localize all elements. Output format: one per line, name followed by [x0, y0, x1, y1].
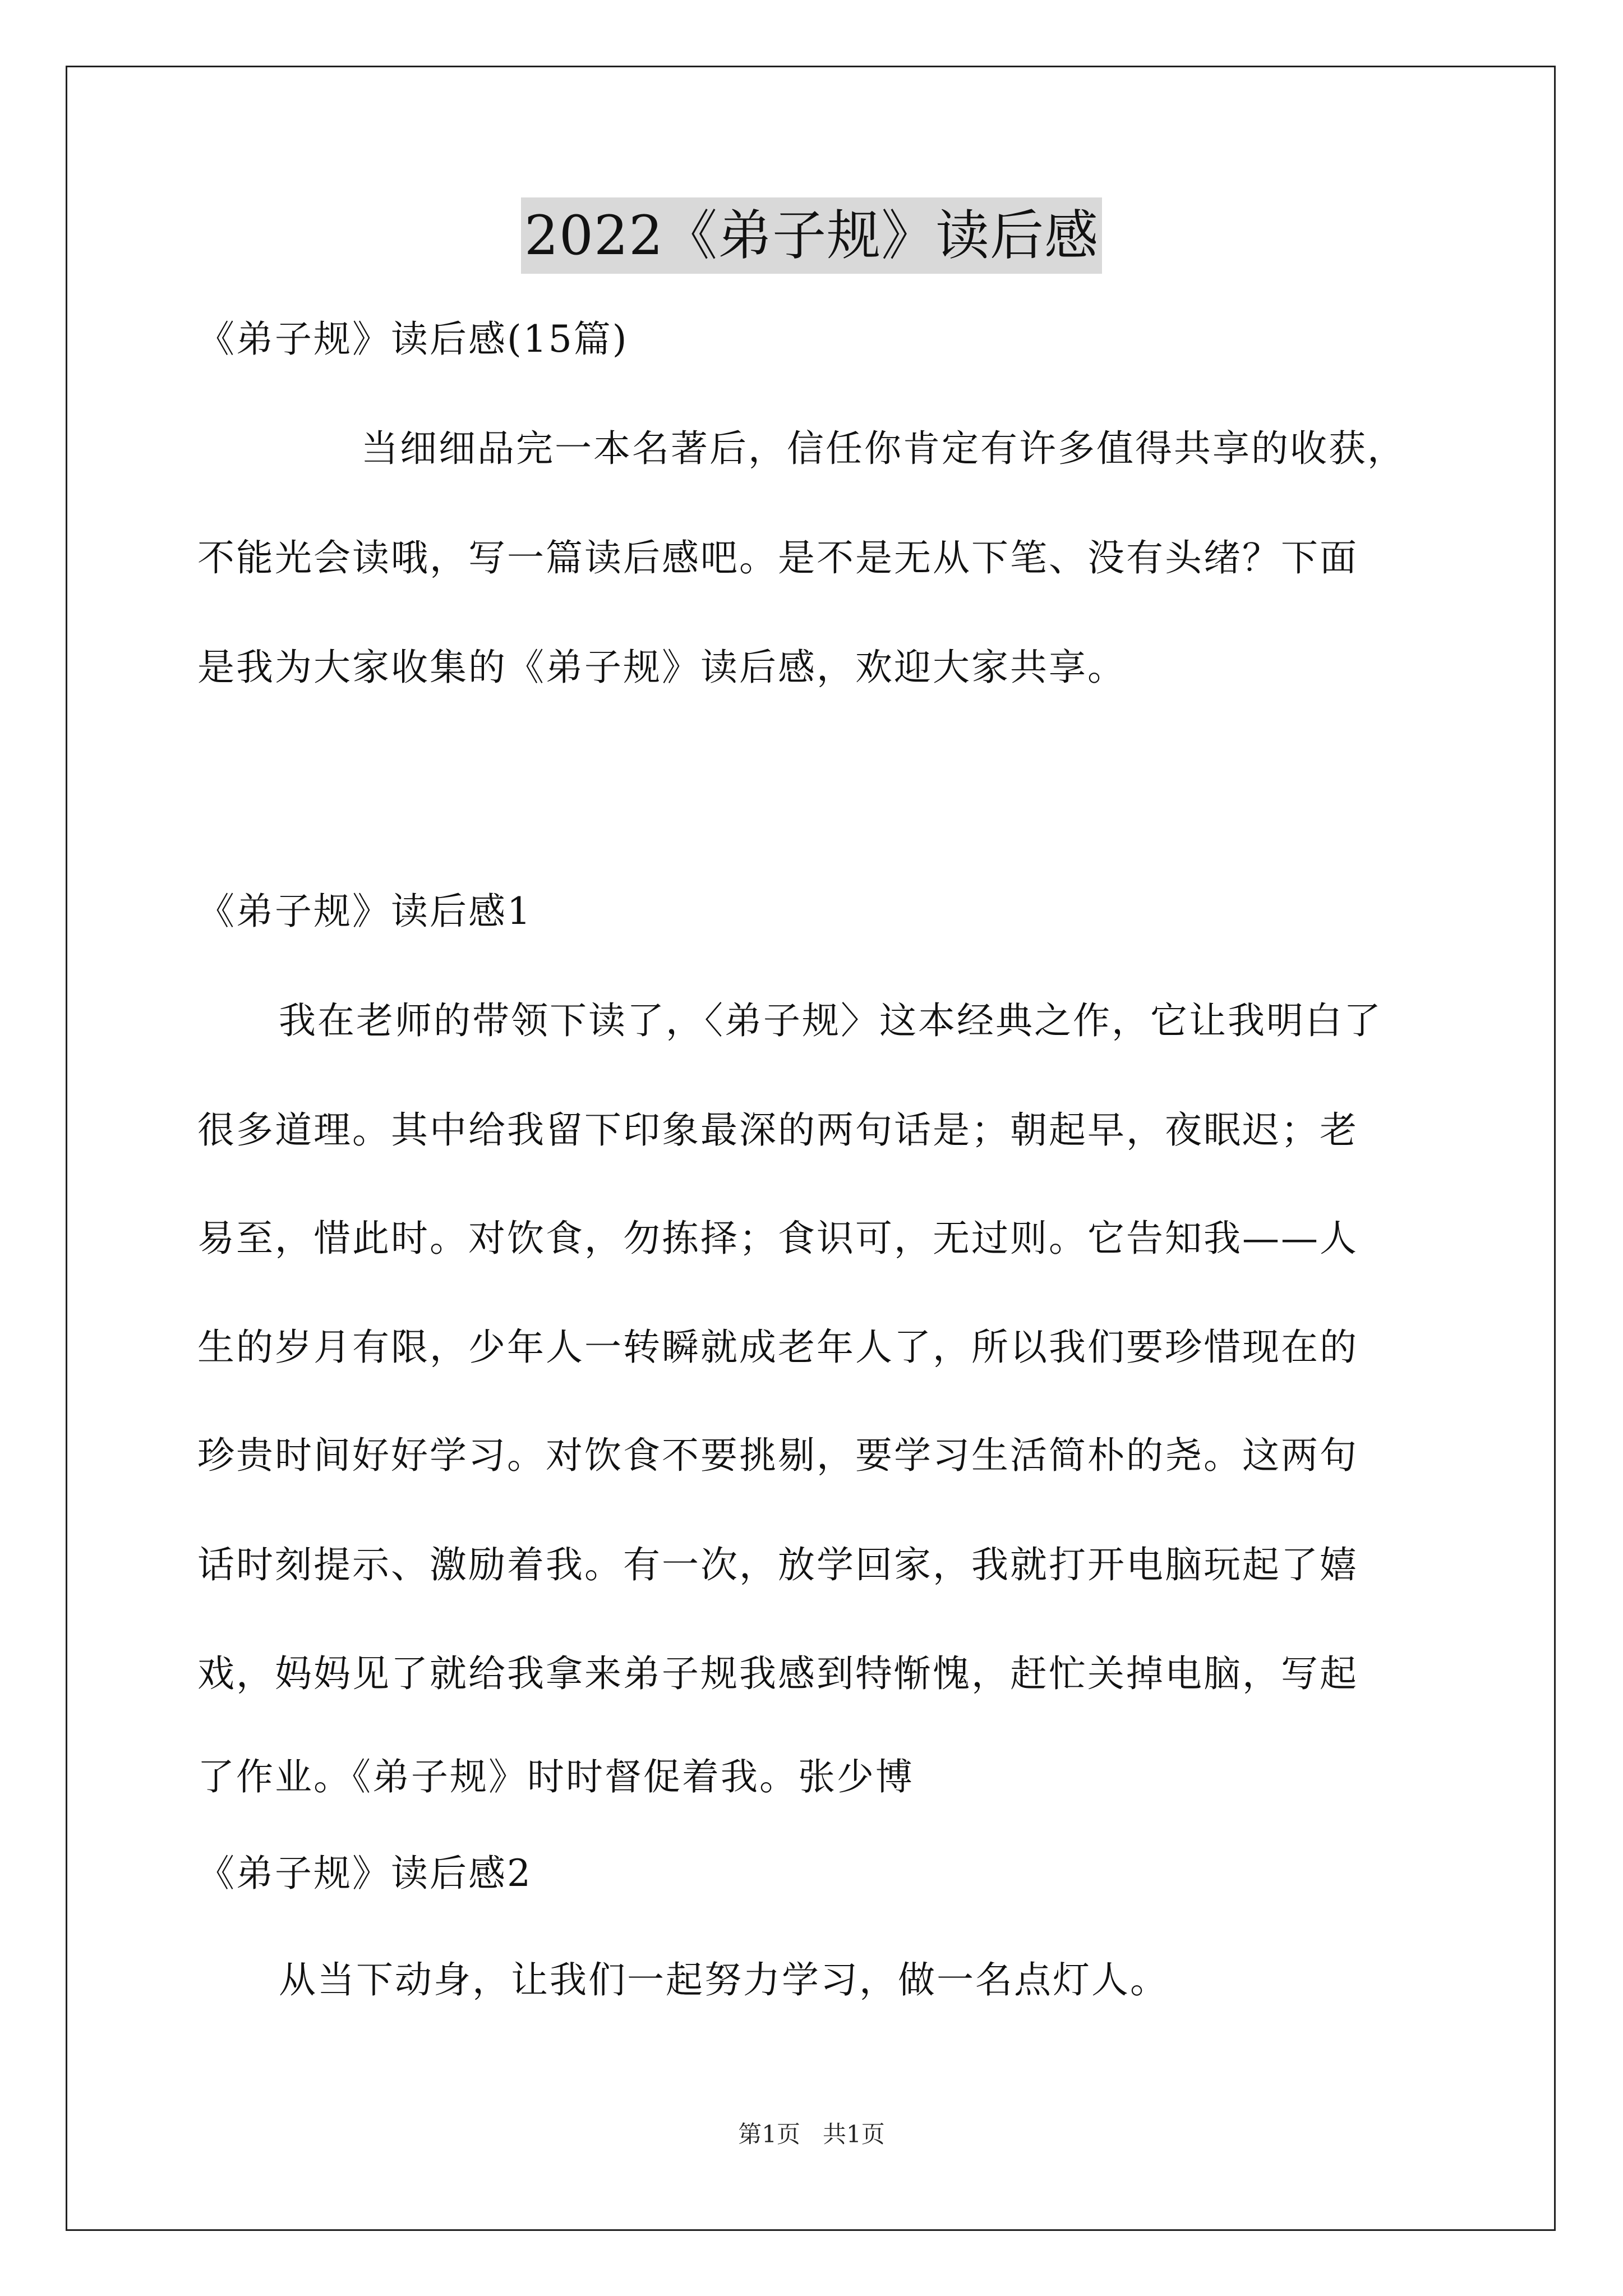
page-number: 第1页 [738, 2120, 800, 2148]
page-total: 共1页 [823, 2120, 885, 2148]
section1-line-4: 生的岁月有限，少年人一转瞬就成老年人了，所以我们要珍惜现在的 [197, 1326, 1358, 1369]
document-title: 2022《弟子规》读后感 [521, 197, 1102, 274]
intro-line-1: 当细细品完一本名著后，信任你肯定有许多值得共享的收获， [361, 427, 1406, 470]
section1-line-6: 话时刻提示、激励着我。有一次，放学回家，我就打开电脑玩起了嬉 [197, 1543, 1358, 1586]
intro-line-3: 是我为大家收集的《弟子规》读后感，欢迎大家共享。 [197, 646, 1126, 689]
section1-line-8: 了作业。《弟子规》时时督促着我。张少博 [197, 1755, 914, 1798]
section1-line-7: 戏，妈妈见了就给我拿来弟子规我感到特惭愧，赶忙关掉电脑，写起 [197, 1652, 1358, 1695]
document-subtitle: 《弟子规》读后感(15篇) [197, 318, 629, 361]
section1-line-5: 珍贵时间好好学习。对饮食不要挑剔，要学习生活简朴的尧。这两句 [197, 1434, 1358, 1477]
page-footer [0, 2118, 1623, 2151]
section-heading-1: 《弟子规》读后感1 [197, 890, 532, 933]
section1-line-2: 很多道理。其中给我留下印象最深的两句话是；朝起早，夜眠迟；老 [197, 1108, 1358, 1152]
intro-line-2: 不能光会读哦，写一篇读后感吧。是不是无从下笔、没有头绪？下面 [197, 536, 1358, 579]
section1-line-3: 易至，惜此时。对饮食，勿拣择；食识可，无过则。它告知我——人 [197, 1217, 1358, 1260]
section2-line-1: 从当下动身，让我们一起努力学习，做一名点灯人。 [279, 1958, 1169, 2001]
section1-line-1: 我在老师的带领下读了，〈弟子规〉这本经典之作，它让我明白了 [279, 999, 1382, 1042]
title-container [0, 197, 1623, 274]
section-heading-2: 《弟子规》读后感2 [197, 1852, 532, 1895]
